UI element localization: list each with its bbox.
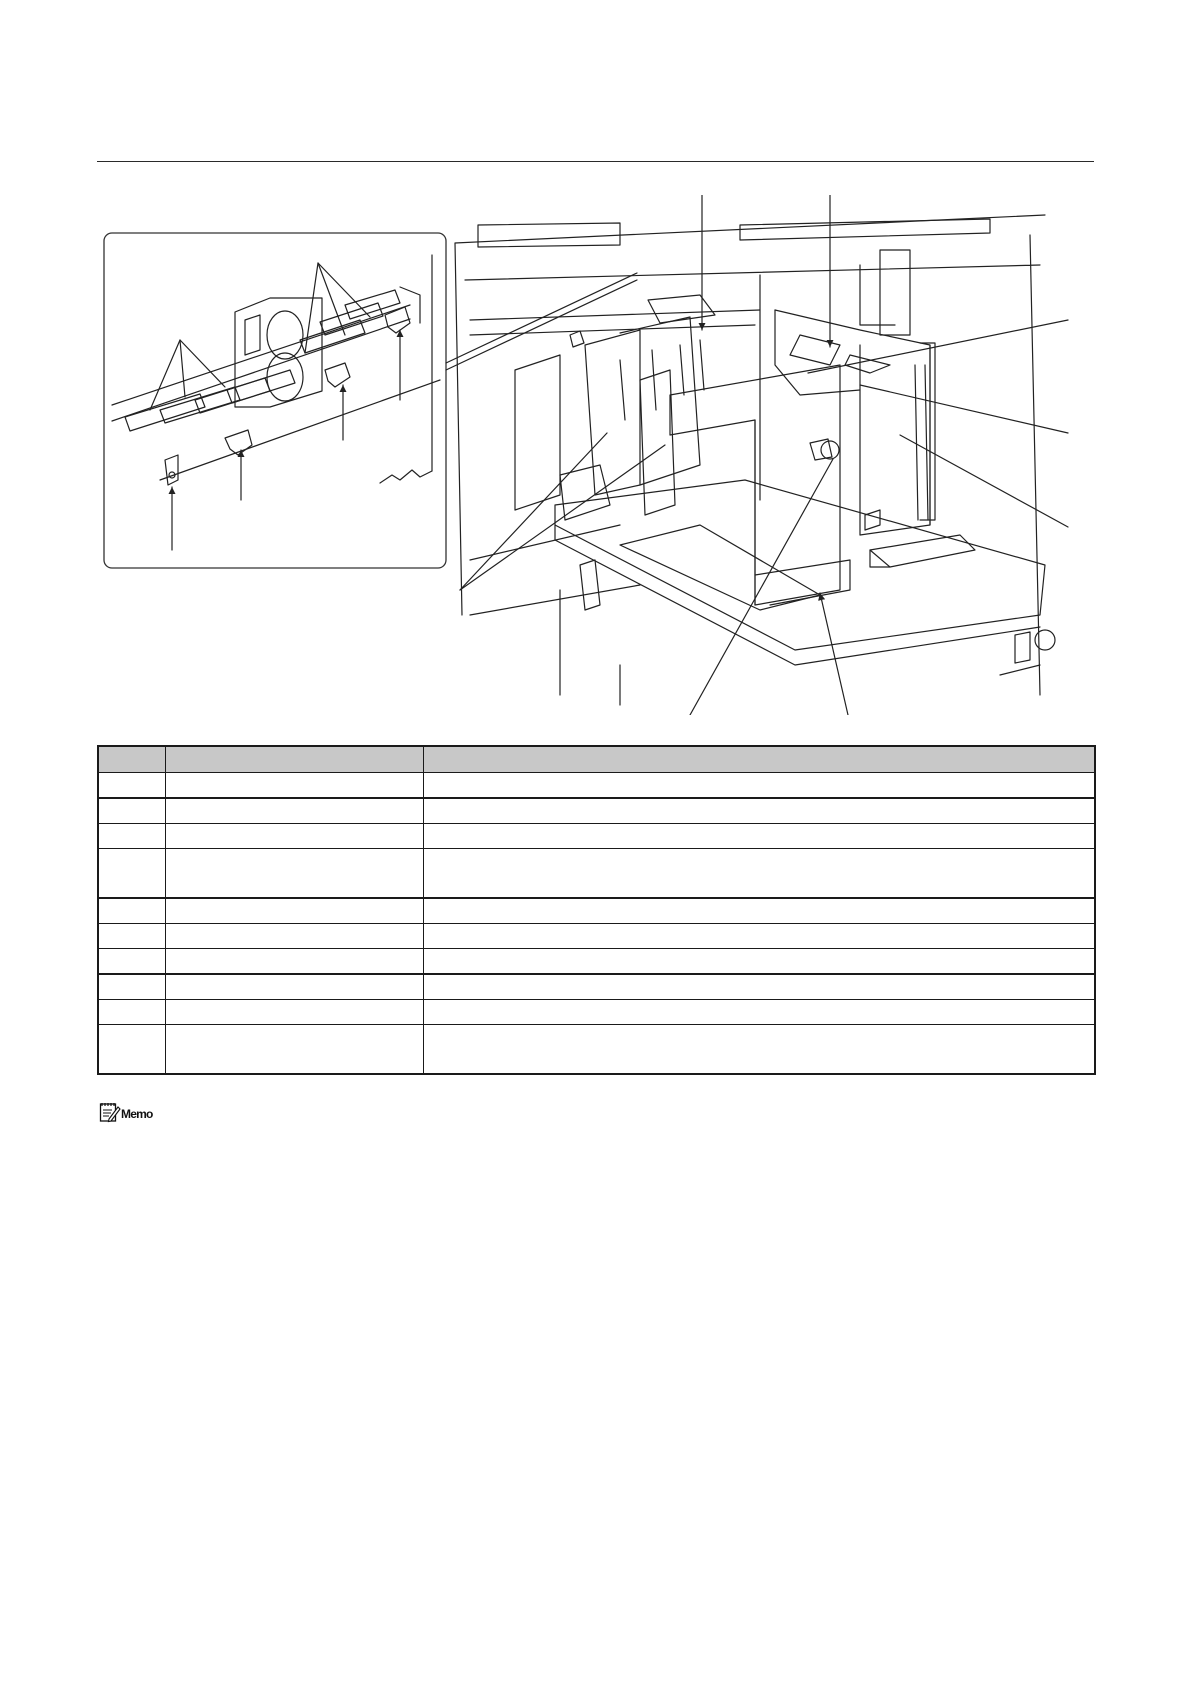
cell-number [98, 798, 165, 824]
cell-name [165, 849, 423, 899]
cell-description [423, 798, 1095, 824]
cell-number [98, 924, 165, 949]
cell-name [165, 1025, 423, 1075]
cell-description [423, 898, 1095, 924]
header-name [165, 746, 423, 773]
cell-number [98, 949, 165, 975]
cell-number [98, 1000, 165, 1025]
cell-name [165, 773, 423, 799]
cell-description [423, 824, 1095, 849]
main-machine-drawing [455, 195, 1068, 715]
cell-description [423, 1000, 1095, 1025]
memo-label: Memo [121, 1107, 153, 1121]
cell-name [165, 1000, 423, 1025]
cell-number [98, 849, 165, 899]
table-row [98, 773, 1095, 799]
detail-inset [104, 233, 637, 568]
parts-table [97, 745, 1096, 1075]
table-row [98, 924, 1095, 949]
cell-name [165, 949, 423, 975]
header-description [423, 746, 1095, 773]
table-row [98, 974, 1095, 1000]
cell-number [98, 898, 165, 924]
table-header-row [98, 746, 1095, 773]
memo-note [99, 1101, 151, 1123]
header-rule [97, 161, 1094, 162]
illustration-svg [0, 195, 1191, 715]
cell-name [165, 824, 423, 849]
cell-number [98, 824, 165, 849]
cell-description [423, 974, 1095, 1000]
table-row [98, 1000, 1095, 1025]
technical-illustration [0, 195, 1191, 715]
table-row [98, 798, 1095, 824]
table-row [98, 898, 1095, 924]
table-row [98, 849, 1095, 899]
cell-description [423, 773, 1095, 799]
notepad-pencil-icon [99, 1101, 121, 1123]
cell-name [165, 924, 423, 949]
table-row [98, 1025, 1095, 1075]
cell-description [423, 924, 1095, 949]
cell-description [423, 1025, 1095, 1075]
cell-description [423, 949, 1095, 975]
table-row [98, 949, 1095, 975]
header-number [98, 746, 165, 773]
cell-name [165, 898, 423, 924]
cell-number [98, 773, 165, 799]
cell-number [98, 974, 165, 1000]
table-row [98, 824, 1095, 849]
cell-name [165, 798, 423, 824]
cell-number [98, 1025, 165, 1075]
cell-name [165, 974, 423, 1000]
cell-description [423, 849, 1095, 899]
